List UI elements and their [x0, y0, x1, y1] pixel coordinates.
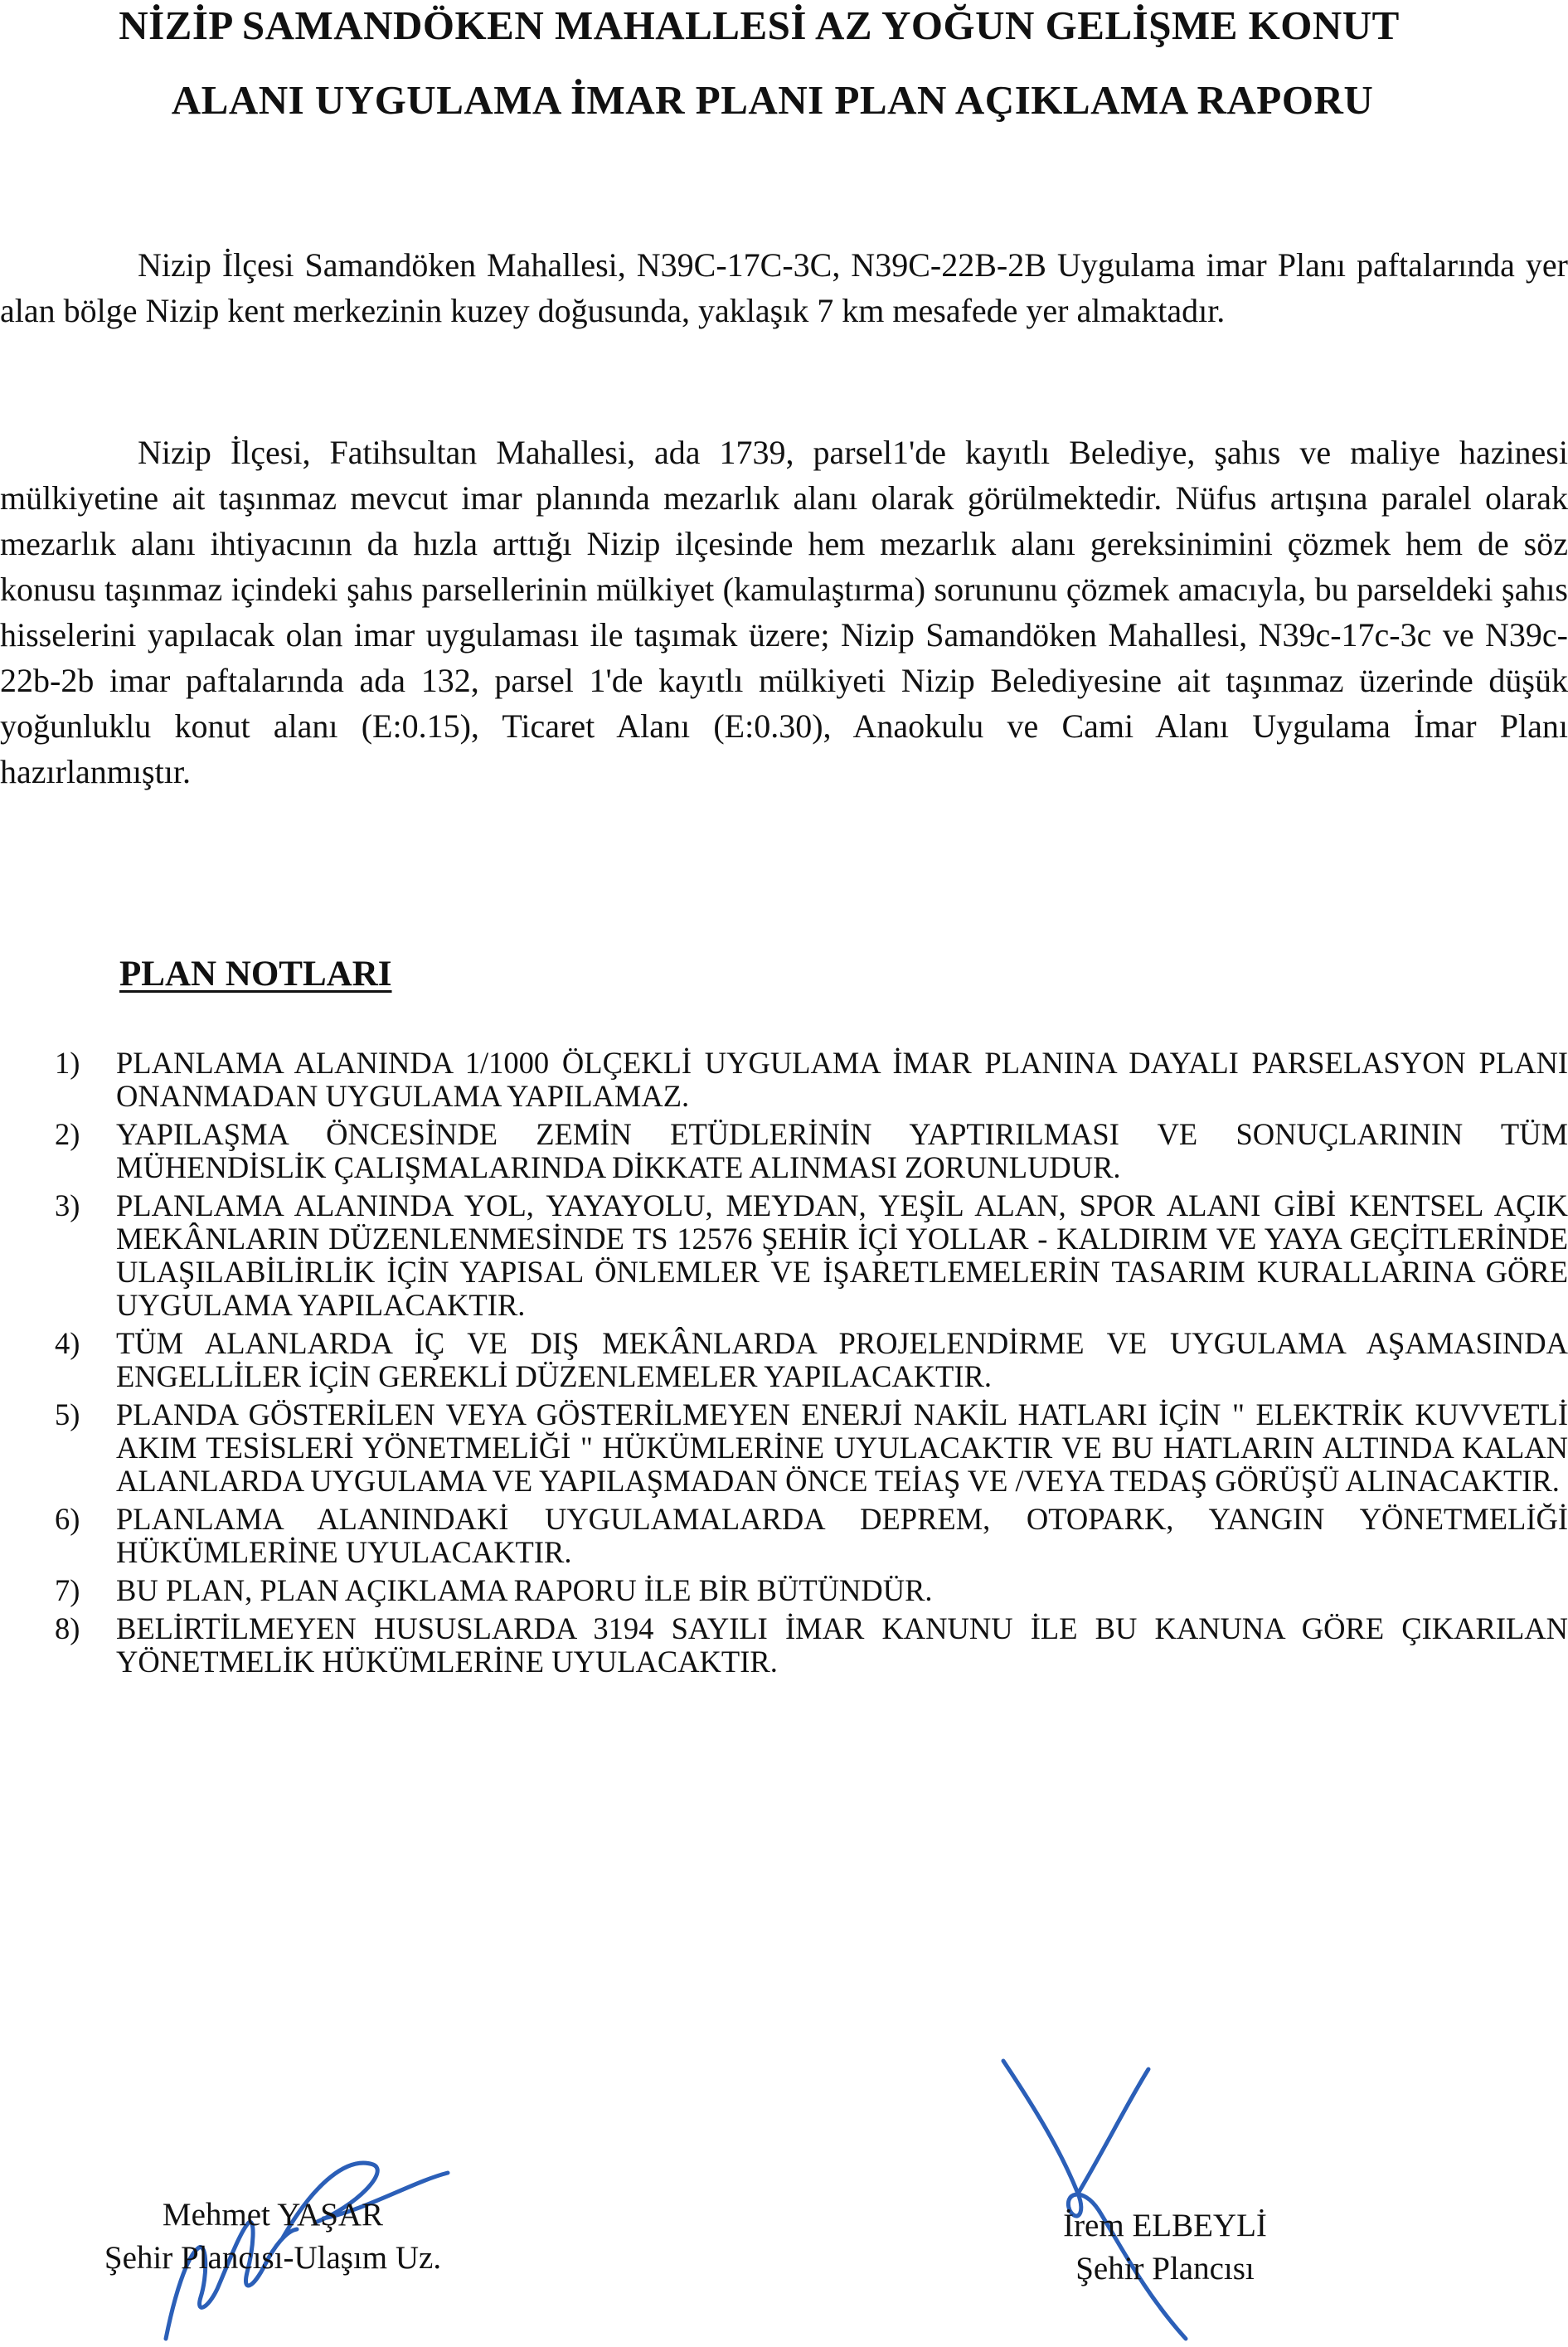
plan-note-text: YAPILAŞMA ÖNCESİNDE ZEMİN ETÜDLERİNİN YAPTIRILMASI VE SONUÇLARININ TÜM MÜHENDİSLİK ÇALIŞMALARINDA DİKKATE ALINMASI ZORUNLUDUR. — [116, 1117, 1568, 1184]
plan-note-text: PLANLAMA ALANINDA YOL, YAYAYOLU, MEYDAN, YEŞİL ALAN, SPOR ALANI GİBİ KENTSEL AÇIK MEKÂNLARIN DÜZENLENMESİNDE TS 12576 ŞEHİR İÇİ YOLLAR - KALDIRIM VE YAYA GEÇİTLERİNDE ULAŞILABİLİRLİK İÇİN YAPISAL ÖNLEMLER VE İŞARETLEMELERİN TASARIM KURALLARINA GÖRE UYGULAMA YAPILACAKTIR. — [116, 1188, 1568, 1322]
plan-note-text: PLANLAMA ALANINDAKİ UYGULAMALARDA DEPREM, OTOPARK, YANGIN YÖNETMELİĞİ HÜKÜMLERİNE UYULACAKTIR. — [116, 1502, 1568, 1569]
signatory-name: Mehmet YAŞAR — [162, 2197, 384, 2233]
plan-note — [55, 1574, 1568, 1607]
plan-note — [55, 1189, 1568, 1322]
document-title-line-2: ALANI UYGULAMA İMAR PLANI PLAN AÇIKLAMA RAPORU — [171, 77, 1374, 123]
plan-note — [55, 1398, 1568, 1498]
plan-note-text: TÜM ALANLARDA İÇ VE DIŞ MEKÂNLARDA PROJELENDİRME VE UYGULAMA AŞAMASINDA ENGELLİLER İÇİN GEREKLİ DÜZENLEMELER YAPILACAKTIR. — [116, 1326, 1568, 1393]
plan-notes-list — [55, 1047, 1568, 1684]
plan-note-number: 8) — [55, 1611, 80, 1645]
signatory-left — [53, 2194, 493, 2280]
document-title-line-1: NİZİP SAMANDÖKEN MAHALLESİ AZ YOĞUN GELİŞME KONUT — [119, 2, 1400, 48]
plan-note — [55, 1118, 1568, 1184]
intro-paragraph: Nizip İlçesi Samandöken Mahallesi, N39C-17C-3C, N39C-22B-2B Uygulama imar Planı paftalarında yer alan bölge Nizip kent merkezinin kuzey doğusunda, yaklaşık 7 km mesafede yer almaktadır. — [0, 246, 1568, 329]
plan-note-number: 4) — [55, 1326, 80, 1360]
plan-note — [55, 1047, 1568, 1113]
signatory-title: Şehir Plancısı-Ulaşım Uz. — [104, 2240, 442, 2276]
plan-note-number: 5) — [55, 1397, 80, 1431]
plan-note-number: 6) — [55, 1502, 80, 1536]
plan-note — [55, 1327, 1568, 1393]
plan-note-number: 7) — [55, 1573, 80, 1607]
plan-notes-heading: PLAN NOTLARI — [119, 955, 392, 994]
signatory-title: Şehir Plancısı — [1075, 2251, 1255, 2286]
signatory-right — [1007, 2204, 1323, 2291]
plan-note-text: BELİRTİLMEYEN HUSUSLARDA 3194 SAYILI İMAR KANUNU İLE BU KANUNA GÖRE ÇIKARILAN YÖNETMELİK HÜKÜMLERİNE UYULACAKTIR. — [116, 1611, 1568, 1679]
plan-note-text: BU PLAN, PLAN AÇIKLAMA RAPORU İLE BİR BÜTÜNDÜR. — [116, 1573, 933, 1607]
plan-note — [55, 1503, 1568, 1569]
signature-right-ink — [987, 2053, 1235, 2347]
signatory-name: İrem ELBEYLİ — [1063, 2208, 1267, 2243]
plan-note-number: 2) — [55, 1117, 80, 1151]
plan-note-number: 1) — [55, 1046, 80, 1080]
context-paragraph: Nizip İlçesi, Fatihsultan Mahallesi, ada 1739, parsel1'de kayıtlı Belediye, şahıs ve maliye hazinesi mülkiyetine ait taşınmaz mevcut imar planında mezarlık alanı olarak görülmektedir. Nüfus artışına paralel olarak mezarlık alanı ihtiyacının da hızla arttığı Nizip ilçesinde hem mezarlık alanı gereksinimini çözmek hem de söz konusu taşınmaz içindeki şahıs parsellerinin mülkiyet (kamulaştırma) sorununu çözmek amacıyla, bu parseldeki şahıs hisselerini yapılacak olan imar uygulaması ile taşımak üzere; Nizip Samandöken Mahallesi, N39c-17c-3c ve N39c-22b-2b imar paftalarında ada 132, parsel 1'de kayıtlı mülkiyeti Nizip Belediyesine ait taşınmaz üzerinde düşük yoğunluklu konut alanı (E:0.15), Ticaret Alanı (E:0.30), Anaokulu ve Cami Alanı Uygulama İmar Planı hazırlanmıştır. — [0, 434, 1568, 790]
plan-note-number: 3) — [55, 1188, 80, 1222]
plan-note — [55, 1612, 1568, 1679]
plan-note-text: PLANDA GÖSTERİLEN VEYA GÖSTERİLMEYEN ENERJİ NAKİL HATLARI İÇİN " ELEKTRİK KUVVETLİ AKIM TESİSLERİ YÖNETMELİĞİ " HÜKÜMLERİNE UYULACAKTIR VE BU HATLARIN ALTINDA KALAN ALANLARDA UYGULAMA VE YAPILAŞMADAN ÖNCE TEİAŞ VE /VEYA TEDAŞ GÖRÜŞÜ ALINACAKTIR. — [116, 1397, 1568, 1498]
plan-note-text: PLANLAMA ALANINDA 1/1000 ÖLÇEKLİ UYGULAMA İMAR PLANINA DAYALI PARSELASYON PLANI ONANMADAN UYGULAMA YAPILAMAZ. — [116, 1046, 1568, 1113]
